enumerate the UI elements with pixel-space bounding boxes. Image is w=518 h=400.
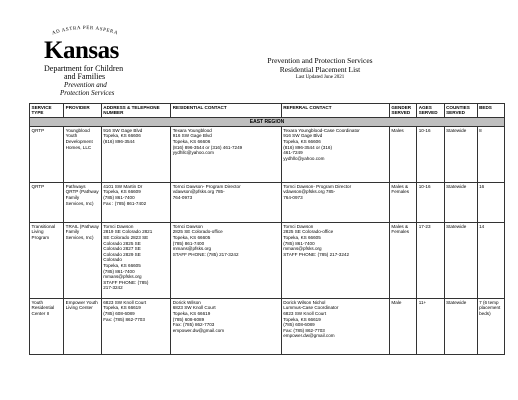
cell-provider: Youngblood Youth Development Homes, LLC [64, 126, 102, 182]
cell-referral: Dorick Wilson Nichol Lummus-Case Coordinator 6823 SW Knoll Court Topeka, KS 66619 (785) 608-6089 Fax: (785) 862-7703 empower.dw@gmail.com [281, 298, 389, 354]
region-label: EAST REGION [30, 117, 505, 126]
kdcf-logo [30, 24, 140, 104]
cell-beds: 16 [477, 182, 504, 222]
col-residential-contact: RESIDENTIAL CONTACT [171, 104, 281, 118]
col-address: ADDRESS & TELEPHONE NUMBER [101, 104, 170, 118]
cell-address: 4101 SW Martin Dr Topeka, KS 66609 (785) 861-7400 Fax : (785) 861-7402 [101, 182, 170, 222]
logo-families: and Families [64, 72, 106, 81]
cell-provider: Pathways QRTP (Pathway Family Services, Inc) [64, 182, 102, 222]
logo-department: Department for Children [44, 64, 124, 73]
cell-address: Tornci Dawson 2819 SE Colorado 2821 SE Colorado 2823 SE Colorado 2825 SE Colorado 2827 SE Colorado 2829 SE Colorado Topeka, KS 66605 (785) 861-7400 mmans@pfsks.org STAFF PHONE: (785) 217-3242 [101, 222, 170, 298]
logo-wordmark: Kansas [44, 37, 119, 64]
cell-residential: Tornci Dawson 2825 SE Colorado-office Topeka, KS 66605 (785) 861-7400 mmans@pfsks.org STAFF PHONE: (785) 217-3242 [171, 222, 281, 298]
cell-beds: 7 (6 temp placement beds) [477, 298, 504, 354]
cell-gender: Males & Females [389, 182, 416, 222]
cell-referral: Tornci Dawson- Program Director vdawson@pfsks.org 785- 764-0973 [281, 182, 389, 222]
col-counties: COUNTIES SERVED [444, 104, 477, 118]
cell-referral: Texara Youngblood-Case Coordinator 916 SW Gage Blvd Topeka, KS 66606 (816) 896-3544 or (316) 461-7249 yydhllc@yahoo.com [281, 126, 389, 182]
cell-gender: Male [389, 298, 416, 354]
table-row [30, 298, 505, 354]
table-row [30, 126, 505, 182]
cell-counties: Statewide [444, 182, 477, 222]
cell-counties: Statewide [444, 126, 477, 182]
document-title: Prevention and Protection Services [267, 56, 373, 65]
col-gender: GENDER SERVED [389, 104, 416, 118]
document-heading [240, 56, 400, 81]
cell-address: 916 SW Gage Blvd Topeka, KS 66606 (816) 896-3544 [101, 126, 170, 182]
document-subtitle: Residential Placement List [279, 65, 361, 74]
cell-beds: 14 [477, 222, 504, 298]
cell-address: 6823 SW Knoll Court Topeka, KS 66619 (785) 608-6089 Fax: (785) 862-7703 [101, 298, 170, 354]
logo-prevention: Prevention and [64, 81, 107, 89]
last-updated: Last Updated June 2021 [295, 75, 345, 80]
cell-ages: 10-16 [417, 182, 444, 222]
logo-protection: Protection Services [60, 89, 115, 97]
cell-provider: TRAIL (Pathway Family Services, Inc) [64, 222, 102, 298]
cell-counties: Statewide [444, 222, 477, 298]
col-provider: PROVIDER [64, 104, 102, 118]
cell-residential: Dorick Wilson 6823 SW Knoll Court Topeka, KS 66619 (785) 608-6089 Fax: (785) 862-7703 empower.dw@gmail.com [171, 298, 281, 354]
cell-service: QRTP [30, 126, 64, 182]
svg-text:AD ASTRA PER ASPERA: AD ASTRA PER ASPERA [51, 25, 119, 37]
cell-service: Transitional Living Program [30, 222, 64, 298]
cell-referral: Tornci Dawson 2825 SE Colorado-office Topeka, KS 66605 (785) 861-7400 mmans@pfsks.org STAFF PHONE: (785) 217-3242 [281, 222, 389, 298]
col-ages: AGES SERVED [417, 104, 444, 118]
cell-service: Youth Residential Center II [30, 298, 64, 354]
table-header-row [30, 104, 505, 118]
cell-gender: Males & Females [389, 222, 416, 298]
cell-counties: Statewide [444, 298, 477, 354]
region-row [30, 117, 505, 126]
cell-gender: Males [389, 126, 416, 182]
cell-residential: Tornci Dawson- Program Director vdawson@pfsks.org 785- 764-0973 [171, 182, 281, 222]
col-service-type: SERVICE TYPE [30, 104, 64, 118]
cell-beds: 8 [477, 126, 504, 182]
table-row [30, 222, 505, 298]
col-referral-contact: REFERRAL CONTACT [281, 104, 389, 118]
cell-residential: Texara Youngblood 916 SW Gage Blvd Topeka, KS 66606 (816) 896-3544 or (316) 461-7249 yydhllc@yahoo.com [171, 126, 281, 182]
col-beds: BEDS [477, 104, 504, 118]
cell-service: QRTP [30, 182, 64, 222]
placement-table [29, 103, 505, 355]
logo-arc-text [40, 24, 130, 38]
cell-ages: 17-23 [417, 222, 444, 298]
cell-provider: Empower Youth Living Center [64, 298, 102, 354]
table-row [30, 182, 505, 222]
cell-ages: 10-16 [417, 126, 444, 182]
cell-ages: 11+ [417, 298, 444, 354]
